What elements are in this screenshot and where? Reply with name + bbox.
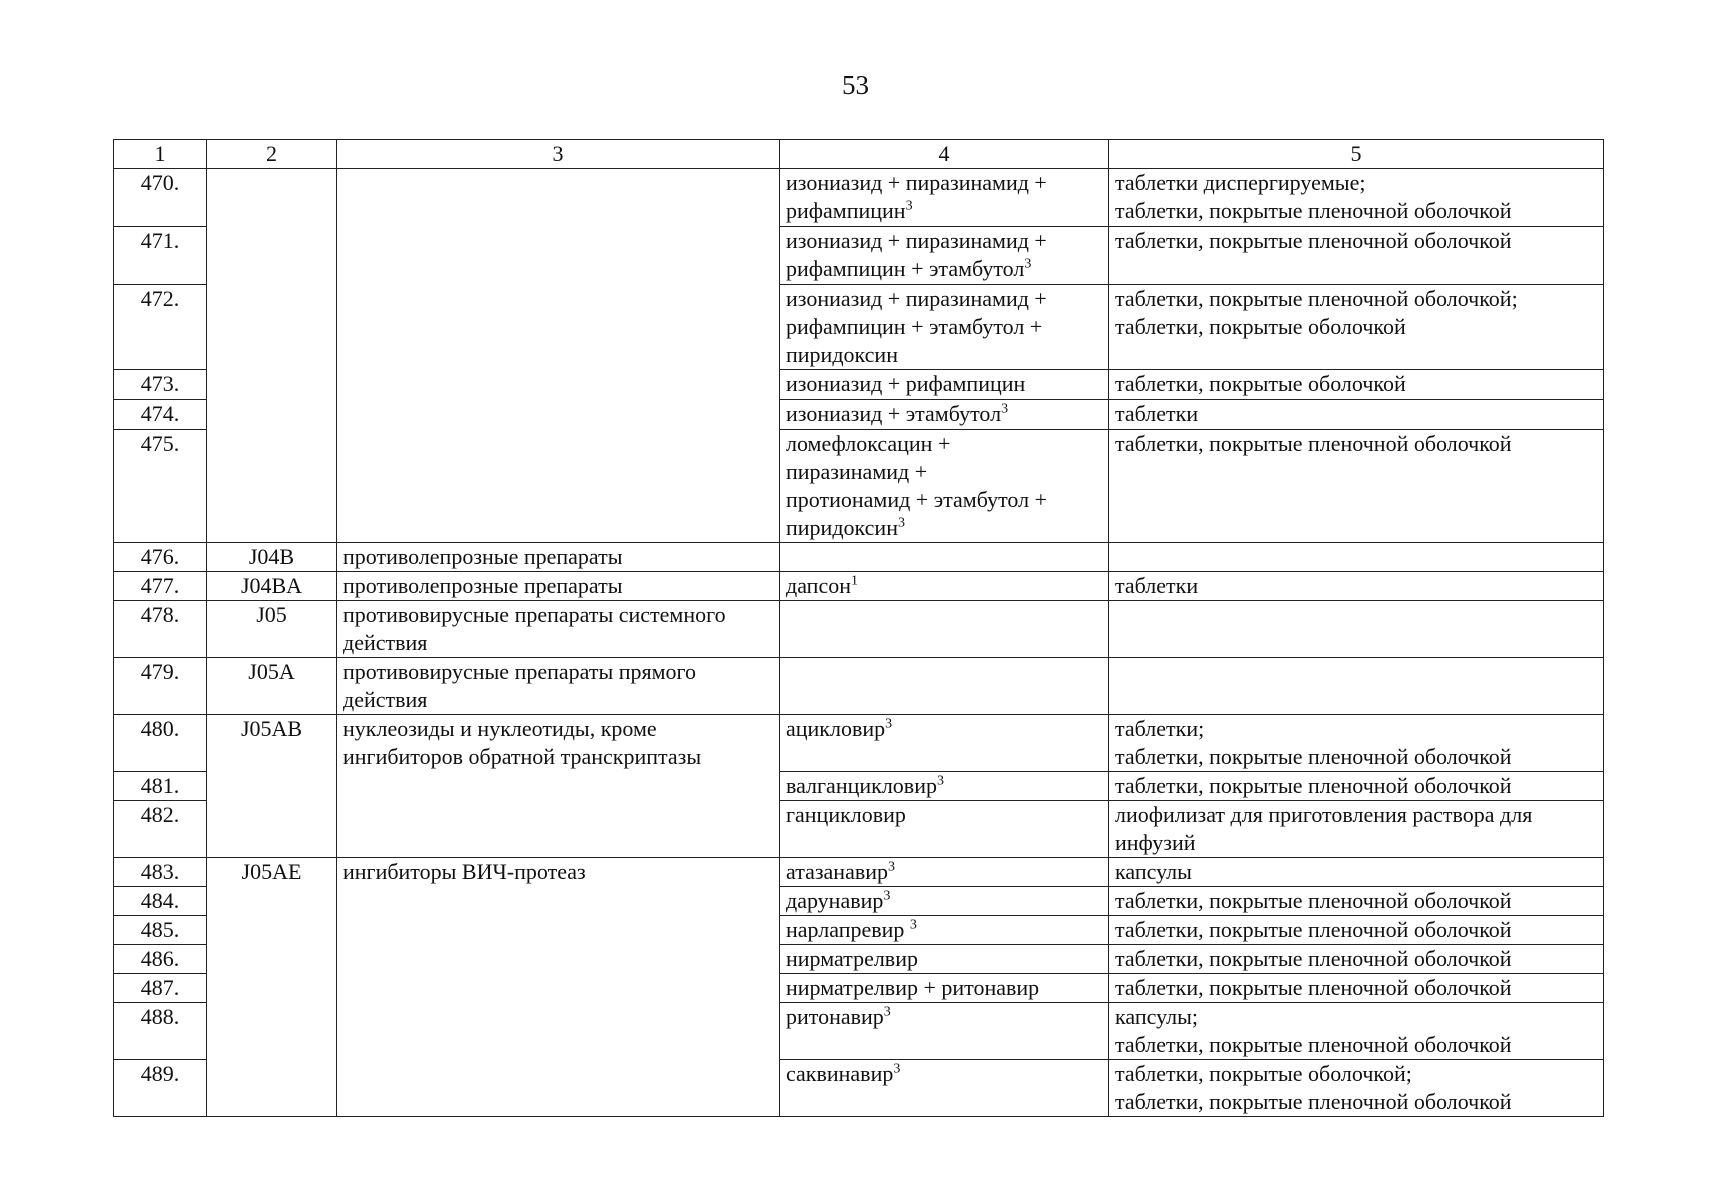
footnote-marker: 3 [888, 859, 895, 875]
footnote-marker: 3 [885, 716, 893, 732]
cell-text: протионамид + этамбутол + [786, 487, 1047, 512]
cell-text: нуклеозиды и нуклеотиды, кроме [343, 716, 657, 741]
cell-line [786, 772, 1102, 800]
cell-line [343, 715, 773, 743]
cell-line [786, 458, 1102, 486]
row-number-cell: 476. [114, 543, 207, 572]
group-name-cell [337, 658, 780, 715]
cell-text: пиридоксин [786, 342, 898, 367]
row-number-cell: 479. [114, 658, 207, 715]
cell-line [1115, 400, 1597, 428]
cell-line [786, 801, 1102, 829]
dosage-form-cell [1109, 772, 1604, 801]
cell-line [1115, 801, 1597, 829]
column-header: 4 [780, 140, 1109, 169]
cell-line [786, 285, 1102, 313]
cell-line [786, 974, 1102, 1002]
dosage-form-cell [1109, 169, 1604, 227]
drug-name-cell [780, 858, 1109, 887]
dosage-form-cell [1109, 887, 1604, 916]
cell-text: таблетки, покрытые пленочной оболочкой [1115, 946, 1512, 971]
table-body [114, 169, 1604, 1117]
row-number-cell: 488. [114, 1003, 207, 1060]
group-name-cell [337, 858, 780, 1117]
atc-code-cell: J04B [207, 543, 337, 572]
cell-text: изониазид + этамбутол [786, 401, 1002, 426]
cell-text: таблетки; [1115, 716, 1205, 741]
dosage-form-cell [1109, 430, 1604, 543]
group-name-cell [337, 169, 780, 543]
table-row [114, 169, 1604, 227]
cell-line [786, 169, 1102, 197]
row-number-cell: 480. [114, 715, 207, 772]
cell-text: изониазид + пиразинамид + [786, 228, 1047, 253]
dosage-form-cell [1109, 1003, 1604, 1060]
cell-line [786, 514, 1102, 542]
cell-text: таблетки, покрытые пленочной оболочкой [1115, 1089, 1512, 1114]
cell-line [786, 858, 1102, 886]
cell-text: таблетки, покрытые пленочной оболочкой [1115, 744, 1512, 769]
cell-line [1115, 715, 1597, 743]
cell-line [1115, 1088, 1597, 1116]
cell-line [786, 313, 1102, 341]
cell-line [1115, 169, 1597, 197]
row-number-cell: 482. [114, 801, 207, 858]
column-header: 2 [207, 140, 337, 169]
cell-text: рифампицин [786, 198, 906, 223]
table-row [114, 658, 1604, 715]
row-number-cell: 487. [114, 974, 207, 1003]
cell-text: нарлапревир [786, 917, 910, 942]
drug-name-cell [780, 430, 1109, 543]
drug-name-cell [780, 916, 1109, 945]
cell-line [1115, 743, 1597, 771]
cell-text: таблетки диспергируемые; [1115, 170, 1366, 195]
drug-name-cell [780, 601, 1109, 658]
cell-text: изониазид + пиразинамид + [786, 170, 1047, 195]
cell-line [786, 197, 1102, 225]
cell-line [1115, 430, 1597, 458]
footnote-marker: 3 [936, 773, 944, 789]
row-number-cell: 489. [114, 1060, 207, 1117]
cell-line [786, 715, 1102, 743]
footnote-marker: 3 [1001, 401, 1009, 417]
cell-line [786, 945, 1102, 973]
cell-text: дапсон [786, 573, 851, 598]
row-number-cell: 478. [114, 601, 207, 658]
atc-code-cell [207, 169, 337, 543]
cell-line [1115, 1003, 1597, 1031]
cell-line [343, 686, 773, 714]
cell-line [786, 370, 1102, 398]
table-row [114, 572, 1604, 601]
group-name-cell [337, 715, 780, 858]
cell-line [786, 887, 1102, 915]
drug-name-cell [780, 370, 1109, 400]
group-name-cell [337, 601, 780, 658]
cell-text: действия [343, 687, 428, 712]
cell-text: капсулы [1115, 859, 1192, 884]
cell-text: дарунавир [786, 888, 884, 913]
drug-name-cell [780, 772, 1109, 801]
dosage-form-cell [1109, 601, 1604, 658]
cell-text: противолепрозные препараты [343, 573, 623, 598]
drug-name-cell [780, 658, 1109, 715]
cell-line [1115, 772, 1597, 800]
cell-text: таблетки, покрытые оболочкой [1115, 371, 1406, 396]
cell-line [786, 572, 1102, 600]
cell-text: противовирусные препараты прямого [343, 659, 697, 684]
cell-text: саквинавир [786, 1061, 894, 1086]
drug-name-cell [780, 715, 1109, 772]
drug-list-table [113, 139, 1604, 1117]
cell-text: таблетки, покрытые пленочной оболочкой [1115, 431, 1512, 456]
footnote-marker: 1 [850, 573, 858, 589]
cell-text: изониазид + пиразинамид + [786, 286, 1047, 311]
row-number-cell: 481. [114, 772, 207, 801]
drug-name-cell [780, 572, 1109, 601]
atc-code-cell: J05A [207, 658, 337, 715]
cell-line [1115, 887, 1597, 915]
cell-line [786, 486, 1102, 514]
cell-text: таблетки, покрытые пленочной оболочкой [1115, 198, 1512, 223]
cell-line [1115, 285, 1597, 313]
cell-text: таблетки, покрытые пленочной оболочкой [1115, 228, 1512, 253]
footnote-marker: 3 [897, 515, 905, 531]
row-number-cell: 486. [114, 945, 207, 974]
dosage-form-cell [1109, 945, 1604, 974]
dosage-form-cell [1109, 916, 1604, 945]
cell-line [343, 629, 773, 657]
dosage-form-cell [1109, 658, 1604, 715]
cell-line [1115, 1031, 1597, 1059]
cell-line [343, 572, 773, 600]
row-number-cell: 474. [114, 400, 207, 430]
row-number-cell: 473. [114, 370, 207, 400]
dosage-form-cell [1109, 801, 1604, 858]
cell-text: нирматрелвир + ритонавир [786, 975, 1040, 1000]
row-number-cell: 477. [114, 572, 207, 601]
cell-line [1115, 945, 1597, 973]
cell-text: валганцикловир [786, 773, 937, 798]
cell-text: ингибиторы ВИЧ-протеаз [343, 859, 586, 884]
cell-line [1115, 1060, 1597, 1088]
footnote-marker: 3 [893, 1061, 901, 1077]
cell-text: капсулы; [1115, 1004, 1198, 1029]
cell-line [786, 1060, 1102, 1088]
table-row [114, 601, 1604, 658]
footnote-marker: 3 [1024, 256, 1032, 272]
cell-text: инфузий [1115, 830, 1196, 855]
atc-code-cell: J05 [207, 601, 337, 658]
dosage-form-cell [1109, 543, 1604, 572]
cell-text: таблетки, покрытые пленочной оболочкой [1115, 773, 1512, 798]
dosage-form-cell [1109, 1060, 1604, 1117]
cell-text: рифампицин + этамбутол [786, 256, 1025, 281]
table-row [114, 858, 1604, 887]
cell-text: таблетки, покрытые оболочкой [1115, 314, 1406, 339]
cell-text: таблетки, покрытые оболочкой; [1115, 1061, 1412, 1086]
cell-text: таблетки, покрытые пленочной оболочкой [1115, 888, 1512, 913]
cell-line [1115, 916, 1597, 944]
cell-text: рифампицин + этамбутол + [786, 314, 1043, 339]
cell-line [786, 255, 1102, 283]
dosage-form-cell [1109, 858, 1604, 887]
row-number-cell: 483. [114, 858, 207, 887]
row-number-cell: 475. [114, 430, 207, 543]
cell-text: пиразинамид + [786, 459, 928, 484]
drug-name-cell [780, 543, 1109, 572]
cell-line [786, 430, 1102, 458]
row-number-cell: 472. [114, 285, 207, 370]
cell-line [786, 916, 1102, 944]
cell-text: изониазид + рифампицин [786, 371, 1026, 396]
column-header: 1 [114, 140, 207, 169]
cell-line [343, 601, 773, 629]
atc-code-cell: J05AE [207, 858, 337, 1117]
cell-line [343, 658, 773, 686]
cell-text: таблетки, покрытые пленочной оболочкой [1115, 975, 1512, 1000]
footnote-marker: 3 [909, 917, 917, 933]
footnote-marker: 3 [883, 888, 891, 904]
atc-code-cell: J04BA [207, 572, 337, 601]
cell-line [1115, 829, 1597, 857]
cell-text: таблетки, покрытые пленочной оболочкой [1115, 1032, 1512, 1057]
dosage-form-cell [1109, 715, 1604, 772]
cell-line [1115, 370, 1597, 398]
group-name-cell [337, 572, 780, 601]
cell-text: таблетки [1115, 573, 1199, 598]
drug-name-cell [780, 945, 1109, 974]
cell-line [343, 543, 773, 571]
cell-line [1115, 197, 1597, 225]
cell-line [1115, 227, 1597, 255]
dosage-form-cell [1109, 227, 1604, 285]
dosage-form-cell [1109, 285, 1604, 370]
cell-line [786, 1003, 1102, 1031]
table-row [114, 715, 1604, 772]
column-header: 3 [337, 140, 780, 169]
dosage-form-cell [1109, 370, 1604, 400]
drug-name-cell [780, 169, 1109, 227]
cell-text: таблетки, покрытые пленочной оболочкой [1115, 917, 1512, 942]
dosage-form-cell [1109, 400, 1604, 430]
cell-text: ацикловир [786, 716, 886, 741]
cell-text: нирматрелвир [786, 946, 918, 971]
dosage-form-cell [1109, 572, 1604, 601]
drug-name-cell [780, 400, 1109, 430]
row-number-cell: 485. [114, 916, 207, 945]
footnote-marker: 3 [883, 1004, 891, 1020]
cell-line [786, 341, 1102, 369]
cell-line [343, 858, 773, 886]
dosage-form-cell [1109, 974, 1604, 1003]
cell-text: противолепрозные препараты [343, 544, 623, 569]
cell-text: ингибиторов обратной транскриптазы [343, 744, 702, 769]
group-name-cell [337, 543, 780, 572]
table-header-row [114, 140, 1604, 169]
drug-name-cell [780, 1003, 1109, 1060]
table-row [114, 543, 1604, 572]
drug-name-cell [780, 1060, 1109, 1117]
drug-name-cell [780, 285, 1109, 370]
cell-text: таблетки [1115, 401, 1199, 426]
cell-line [1115, 313, 1597, 341]
drug-name-cell [780, 801, 1109, 858]
cell-text: действия [343, 630, 428, 655]
cell-line [343, 743, 773, 771]
footnote-marker: 3 [905, 198, 913, 214]
atc-code-cell: J05AB [207, 715, 337, 858]
row-number-cell: 470. [114, 169, 207, 227]
cell-line [1115, 572, 1597, 600]
cell-line [1115, 858, 1597, 886]
cell-line [786, 227, 1102, 255]
drug-name-cell [780, 887, 1109, 916]
row-number-cell: 484. [114, 887, 207, 916]
page-number: 53 [842, 70, 869, 100]
cell-line [786, 400, 1102, 428]
cell-text: пиридоксин [786, 515, 898, 540]
cell-text: ритонавир [786, 1004, 884, 1029]
cell-line [1115, 974, 1597, 1002]
cell-text: противовирусные препараты системного [343, 602, 726, 627]
cell-text: таблетки, покрытые пленочной оболочкой; [1115, 286, 1518, 311]
drug-name-cell [780, 227, 1109, 285]
cell-text: ломефлоксацин + [786, 431, 951, 456]
cell-text: лиофилизат для приготовления раствора для [1115, 802, 1533, 827]
cell-text: ганцикловир [786, 802, 906, 827]
column-header: 5 [1109, 140, 1604, 169]
drug-name-cell [780, 974, 1109, 1003]
row-number-cell: 471. [114, 227, 207, 285]
cell-text: атазанавир [786, 859, 888, 884]
